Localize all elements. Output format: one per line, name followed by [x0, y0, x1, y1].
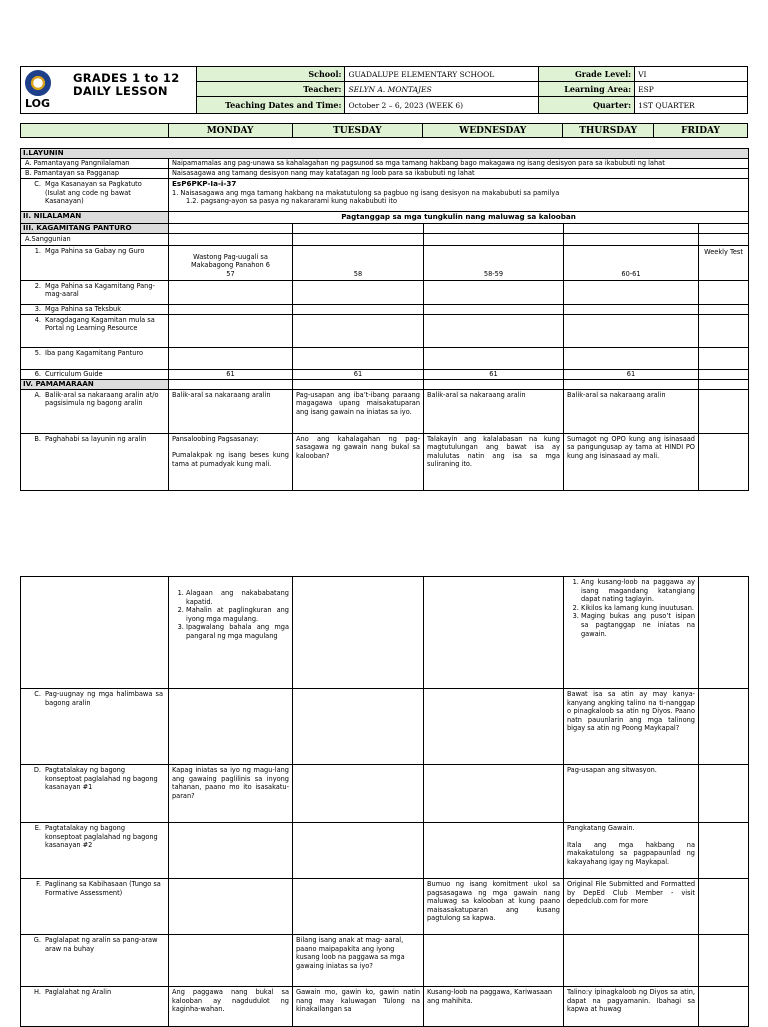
section-layunin: I.LAYUNIN	[21, 149, 749, 159]
blank-cell	[699, 379, 749, 389]
blank-cell	[169, 823, 293, 879]
blank-cell	[169, 233, 293, 245]
blank-cell	[169, 223, 293, 233]
blank-cell	[699, 935, 749, 987]
blank-cell	[424, 223, 564, 233]
blank-cell	[169, 379, 293, 389]
dates-label: Teaching Dates and Time:	[196, 97, 345, 114]
learning-area-value: ESP	[635, 82, 748, 97]
days-blank-cell	[21, 124, 169, 138]
grade-label: Grade Level:	[539, 67, 635, 82]
blank-cell	[169, 935, 293, 987]
resource-1-friday: Weekly Test	[699, 245, 749, 280]
blank-cell	[293, 314, 424, 347]
objective-c-text: Mga Kasanayan sa Pagkatuto (Isulat ang code ng bawat Kasanayan)	[45, 180, 142, 206]
blank-cell	[169, 347, 293, 369]
blank-cell	[424, 379, 564, 389]
resource-row-5-label	[21, 347, 169, 369]
objective-c-value	[169, 179, 749, 212]
procedure-h-label	[21, 987, 169, 1027]
resource-row-1-label	[21, 245, 169, 280]
procedure-a-wednesday: Balik-aral sa nakaraang aralin	[424, 389, 564, 433]
objective-b-label: B. Pamantayan sa Pagganap	[21, 169, 169, 179]
resource-num: 4.	[34, 315, 41, 324]
procedure-d-label	[21, 765, 169, 823]
blank-cell	[564, 935, 699, 987]
procedure-h-tuesday: Gawain mo, gawin ko, gawin natin nang may kaluwagan Tulong na kinakailangan sa	[293, 987, 424, 1027]
blank-cell	[564, 233, 699, 245]
blank-cell	[699, 765, 749, 823]
section-nilalaman: II. NILALAMAN	[21, 212, 169, 224]
blank-cell	[699, 304, 749, 314]
procedure-g-label	[21, 935, 169, 987]
list-item: 3. Maging bukas ang puso’t isipan sa pagtanggap ne iniatas na gawain.	[581, 612, 695, 638]
procedure-text: Balik-aral sa nakaraang aralin at/o pagsisimula ng bagong aralin	[45, 390, 159, 408]
resource-label: Karagdagang Kagamitan mula sa Portal ng Learning Resource	[45, 315, 155, 333]
blank-cell	[424, 823, 564, 879]
blank-cell	[169, 314, 293, 347]
logo-cell	[21, 67, 197, 114]
blank-cell	[293, 765, 424, 823]
resource-row-2-label	[21, 280, 169, 304]
blank-cell	[293, 347, 424, 369]
blank-cell	[564, 347, 699, 369]
resource-1-monday	[169, 245, 293, 280]
competency-line-1: 1. Naisasagawa ang mga tamang hakbang na makatutulong sa pagbuo ng isang desisyon na makabubuti sa pamilya	[172, 188, 560, 197]
blank-cell	[699, 823, 749, 879]
procedure-text: Pagtatalakay ng bagong konseptoat paglalahad ng bagong kasanayan #2	[45, 824, 158, 850]
resource-num: 2.	[34, 281, 41, 290]
blank-cell	[169, 280, 293, 304]
curriculum-guide-tuesday: 61	[293, 369, 424, 379]
blank-cell	[293, 577, 424, 689]
procedure-g-tuesday: Bilang isang anak at mag- aaral, paano maipapakita ang iyong kusang loob na paggawa sa mga gawaing iniatas sa iyo?	[293, 935, 424, 987]
list-item: 3. Ipagwalang bahala ang mga pangaral ng mga magulang	[186, 623, 289, 640]
blank-cell	[293, 280, 424, 304]
objective-b-value: Naisasagawa ang tamang desisyon nang may katatagan ng loob para sa ikabubuti ng lahat	[169, 169, 749, 179]
resource-label: Mga Pahina sa Kagamitang Pang-mag-aaral	[45, 281, 155, 299]
title-line-3: LOG	[25, 97, 50, 110]
resource-1-thursday: 60-61	[564, 245, 699, 280]
procedure-c-thursday: Bawat isa sa atin ay may kanya-kanyang angking talino na ti-nanggap o pinagkaloob sa atin ng Diyos. Paano natn pauunlarin ang mga talinong bigay sa atin ng Poong Maykapal?	[564, 689, 699, 765]
procedure-e-label	[21, 823, 169, 879]
blank-cell	[564, 314, 699, 347]
procedure-e-thursday-text: Itala ang mga hakbang na makakatulong sa pagpapaunlad ng kakayahang igay ng Maykapal.	[567, 840, 695, 866]
day-tuesday: TUESDAY	[292, 124, 423, 138]
learning-area-label: Learning Area:	[539, 82, 635, 97]
resource-label: Mga Pahina sa Gabay ng Guro	[45, 246, 145, 255]
procedure-num: C.	[34, 690, 41, 698]
curriculum-guide-thursday: 61	[564, 369, 699, 379]
procedure-f-label	[21, 879, 169, 935]
objective-a-label: A. Pamantayang Pangnilalaman	[21, 159, 169, 169]
procedure-h-thursday: Talino:y ipinagkaloob ng Diyos sa atin, dapat na pagyamanin. Ibahagi sa kapwa at huwag	[564, 987, 699, 1027]
blank-cell	[424, 280, 564, 304]
sanggunian-label: A.Sanggunian	[21, 233, 169, 245]
resource-1-monday-page: 57	[226, 270, 235, 278]
blank-cell	[21, 577, 169, 689]
procedure-num: H.	[34, 988, 41, 996]
continuation-monday	[169, 577, 293, 689]
blank-cell	[424, 233, 564, 245]
day-wednesday: WEDNESDAY	[423, 124, 563, 138]
blank-cell	[169, 304, 293, 314]
nilalaman-value: Pagtanggap sa mga tungkulin nang maluwag sa kalooban	[169, 212, 749, 224]
blank-cell	[293, 689, 424, 765]
teacher-value: SELYN A. MONTAJES	[345, 82, 539, 97]
continuation-thursday	[564, 577, 699, 689]
title-line-2: DAILY LESSON	[73, 84, 168, 98]
lesson-table-page-1	[20, 148, 749, 491]
blank-cell	[424, 935, 564, 987]
resource-1-tuesday: 58	[293, 245, 424, 280]
procedure-c-label	[21, 689, 169, 765]
quarter-label: Quarter:	[539, 97, 635, 114]
procedure-f-thursday: Original File Submitted and Formatted by DepEd Club Member - visit depedclub.com for more	[564, 879, 699, 935]
blank-cell	[424, 765, 564, 823]
blank-cell	[564, 280, 699, 304]
section-pamamaraan: IV. PAMAMARAAN	[21, 379, 169, 389]
deped-seal-icon	[25, 70, 51, 96]
procedure-b-tuesday: Ano ang kahalagahan ng pag-sasagawa ng gawain nang bukal sa kalooban?	[293, 433, 424, 490]
blank-cell	[699, 987, 749, 1027]
resource-1-wednesday: 58-59	[424, 245, 564, 280]
competency-code: EsP6PKP-Ia-i-37	[172, 179, 237, 188]
procedure-h-wednesday: Kusang-loob na paggawa, Kariwasaan ang mahihita.	[424, 987, 564, 1027]
blank-cell	[169, 689, 293, 765]
procedure-b-wednesday: Talakayin ang kalalabasan na kung magtutulungan ang bawat isa ay malulutas natin ang isa sa mga suliraning ito.	[424, 433, 564, 490]
blank-cell	[424, 577, 564, 689]
procedure-text: Pag-uugnay ng mga halimbawa sa bagong aralin	[45, 690, 163, 707]
blank-cell	[699, 879, 749, 935]
blank-cell	[564, 304, 699, 314]
resource-row-4-label	[21, 314, 169, 347]
blank-cell	[293, 233, 424, 245]
blank-cell	[564, 379, 699, 389]
objective-c-label	[21, 179, 169, 212]
list-item: 2. Mahalin at paglingkuran ang iyong mga magulang.	[186, 606, 289, 623]
blank-cell	[424, 314, 564, 347]
dates-value: October 2 – 6, 2023 (WEEK 6)	[345, 97, 539, 114]
procedure-b-label	[21, 433, 169, 490]
procedure-text: Paghahabi sa layunin ng aralin	[45, 434, 147, 443]
procedure-d-monday: Kapag iniatas sa iyo ng magu-lang ang gawaing paglilinis sa inyong tahanan, paano mo ito isasakatu- paran?	[169, 765, 293, 823]
resource-label: Iba pang Kagamitang Panturo	[45, 348, 144, 357]
procedure-a-tuesday: Pag-usapan ang iba’t-ibang paraang magagawa upang maisakatuparan ang isang gawain na iniatas sa iyo.	[293, 389, 424, 433]
procedure-num: E.	[34, 824, 41, 832]
procedure-f-wednesday: Bumuo ng isang komitment ukol sa pagsasagawa ng mga gawain nang maluwag sa kalooban at kung paano maisasakatuparan ang kusang pagtulong sa kapwa.	[424, 879, 564, 935]
section-kagamitan: III. KAGAMITANG PANTURO	[21, 223, 169, 233]
procedure-e-thursday	[564, 823, 699, 879]
resource-num: 6.	[34, 369, 41, 378]
procedure-text: Paglalapat ng aralin sa pang-araw araw na buhay	[45, 936, 158, 953]
dll-header-table	[20, 66, 748, 114]
title-line-1: GRADES 1 to 12	[73, 71, 180, 85]
day-friday: FRIDAY	[654, 124, 748, 138]
blank-cell	[699, 389, 749, 433]
blank-cell	[293, 304, 424, 314]
blank-cell	[699, 369, 749, 379]
resource-num: 5.	[34, 348, 41, 357]
blank-cell	[293, 823, 424, 879]
blank-cell	[699, 577, 749, 689]
blank-cell	[699, 223, 749, 233]
procedure-text: Paglinang sa Kabihasaan (Tungo sa Formative Assessment)	[45, 880, 161, 897]
school-value: GUADALUPE ELEMENTARY SCHOOL	[345, 67, 539, 82]
procedure-b-monday-title: Pansaloobing Pagsasanay:	[172, 434, 259, 443]
school-label: School:	[196, 67, 345, 82]
blank-cell	[699, 347, 749, 369]
blank-cell	[293, 379, 424, 389]
resource-row-3-label	[21, 304, 169, 314]
lesson-table-page-2	[20, 576, 749, 1027]
procedure-num: B.	[34, 434, 41, 443]
dll-title	[73, 72, 180, 98]
procedure-num: D.	[33, 766, 41, 774]
blank-cell	[699, 314, 749, 347]
blank-cell	[424, 689, 564, 765]
procedure-d-thursday: Pag-usapan ang sitwasyon.	[564, 765, 699, 823]
list-item: 1. Ang kusang-loob na paggawa ay isang magandang katangiang dapat nating taglayin.	[581, 578, 695, 604]
procedure-a-monday: Balik-aral sa nakaraang aralin	[169, 389, 293, 433]
procedure-h-monday: Ang paggawa nang bukal sa kalooban ay nagdudulot ng kaginha-wahan.	[169, 987, 293, 1027]
resource-num: 3.	[34, 304, 41, 313]
curriculum-guide-monday: 61	[169, 369, 293, 379]
blank-cell	[424, 304, 564, 314]
quarter-value: 1ST QUARTER	[635, 97, 748, 114]
procedure-num: A.	[34, 390, 41, 399]
grade-value: VI	[635, 67, 748, 82]
procedure-text: Paglalahat ng Aralin	[45, 988, 112, 996]
days-header-row	[20, 123, 748, 138]
objective-c-num: C.	[34, 180, 41, 188]
resource-label: Curriculum Guide	[45, 369, 103, 378]
procedure-a-label	[21, 389, 169, 433]
resource-row-6-label	[21, 369, 169, 379]
resource-1-monday-book: Wastong Pag-uugali sa Makabagong Panahon 6	[190, 252, 270, 270]
blank-cell	[564, 223, 699, 233]
list-item: 2. Kikilos ka lamang kung inuutusan.	[581, 604, 695, 613]
day-thursday: THURSDAY	[563, 124, 654, 138]
procedure-a-thursday: Balik-aral sa nakaraang aralin	[564, 389, 699, 433]
blank-cell	[293, 223, 424, 233]
procedure-b-monday-text: Pumalakpak ng isang beses kung tama at pumadyak kung mali.	[172, 451, 289, 468]
resource-num: 1.	[34, 246, 41, 255]
resource-label: Mga Pahina sa Teksbuk	[45, 304, 122, 313]
procedure-num: G.	[33, 936, 41, 944]
procedure-b-monday	[169, 433, 293, 490]
day-monday: MONDAY	[168, 124, 292, 138]
blank-cell	[699, 689, 749, 765]
curriculum-guide-wednesday: 61	[424, 369, 564, 379]
blank-cell	[699, 280, 749, 304]
blank-cell	[293, 879, 424, 935]
procedure-b-thursday: Sumagot ng OPO kung ang isinasaad sa pangungusap ay tama at HINDI PO kung ang isinasaad ay mali.	[564, 433, 699, 490]
procedure-text: Pagtatalakay ng bagong konseptoat paglalahad ng bagong kasanayan #1	[45, 766, 158, 792]
blank-cell	[169, 879, 293, 935]
procedure-e-thursday-title: Pangkatang Gawain.	[567, 824, 635, 832]
blank-cell	[699, 433, 749, 490]
list-item: 1. Alagaan ang nakababatang kapatid.	[186, 589, 289, 606]
competency-line-2: 1.2. pagsang-ayon sa pasya ng nakararami kung nakabubuti ito	[186, 197, 398, 206]
procedure-num: F.	[36, 880, 41, 888]
objective-a-value: Naipamamalas ang pag-unawa sa kahalagahan ng pagsunod sa mga tamang hakbang bago makagawa ng isang desisyon para sa ikabubuti ng lahat	[169, 159, 749, 169]
teacher-label: Teacher:	[196, 82, 345, 97]
blank-cell	[699, 233, 749, 245]
blank-cell	[424, 347, 564, 369]
